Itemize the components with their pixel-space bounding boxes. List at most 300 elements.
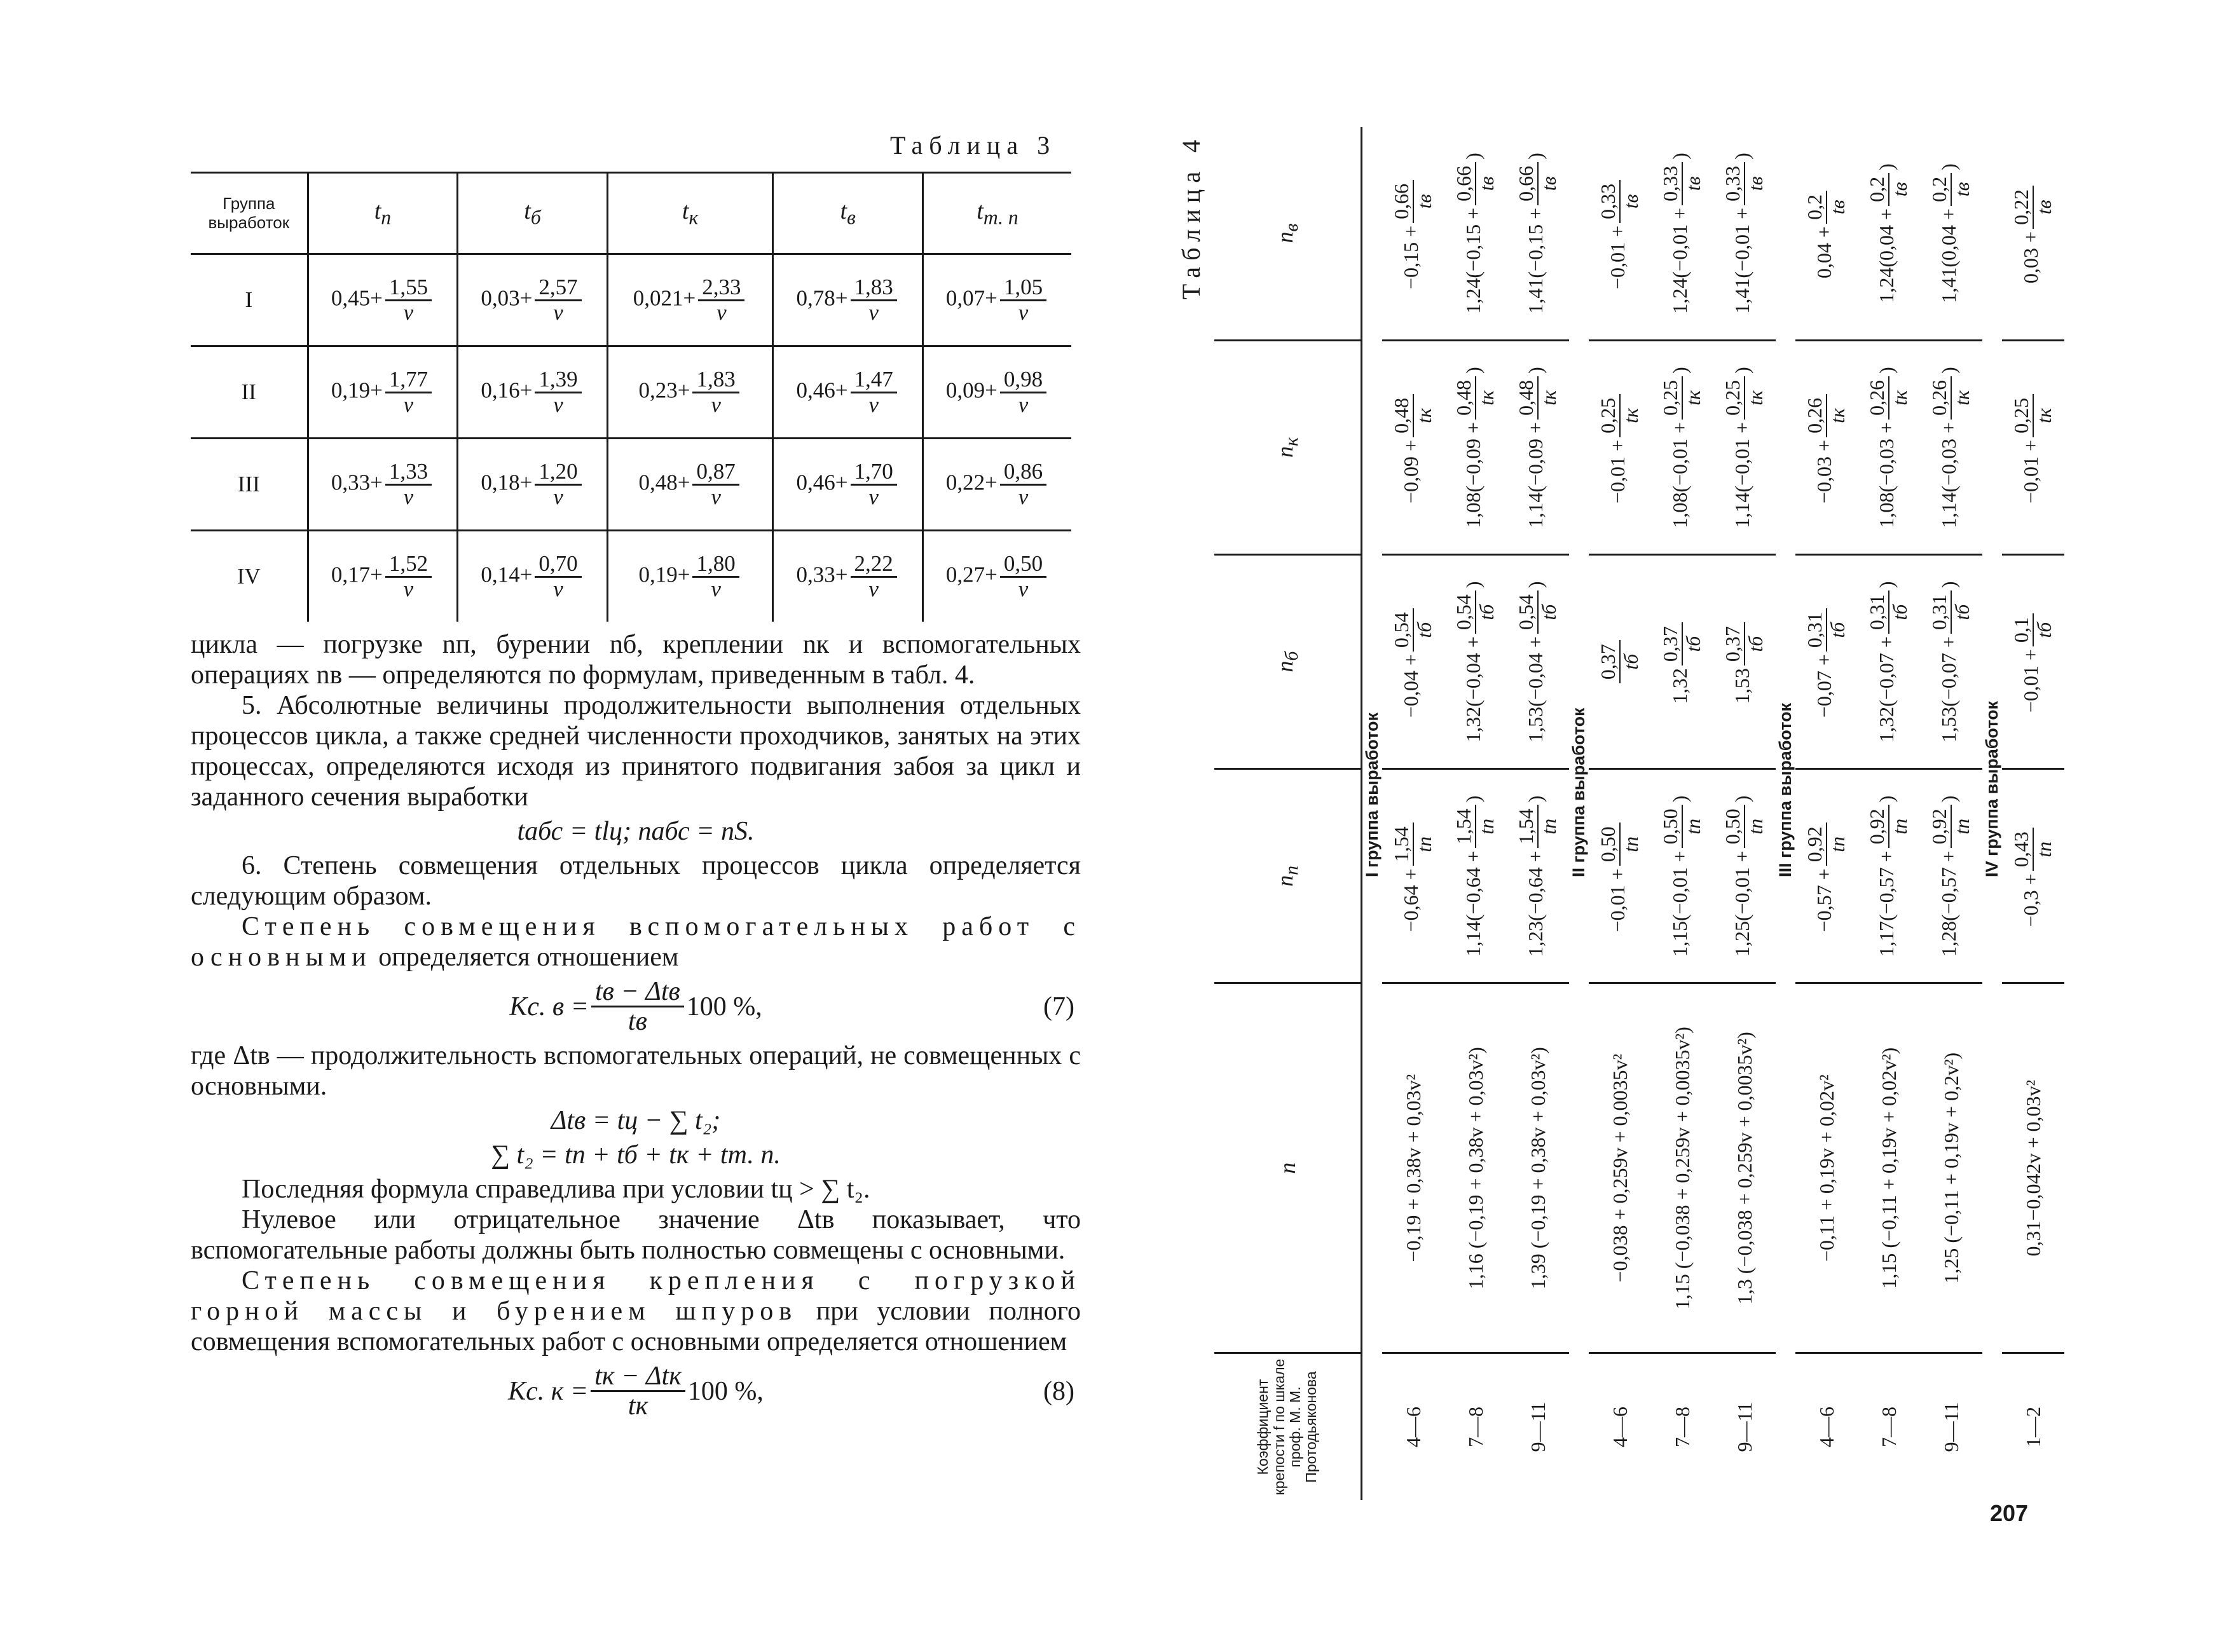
table4-nb-fraction: [1453, 590, 1497, 634]
table3-cell-fraction: [535, 368, 581, 417]
eq8-denominator: tк: [627, 1391, 648, 1421]
table4-np-addend: 1,23(−0,64 +: [1524, 850, 1547, 957]
table4-nv-addend: −0,15 +: [1399, 225, 1423, 289]
table4-nk-numerator: 0,25: [1660, 376, 1683, 420]
table4-np-cell: [1795, 769, 1858, 983]
table4-np-numerator: 1,54: [1391, 823, 1414, 866]
table4-row: [1858, 127, 1920, 1500]
table4-nb-fraction: [1391, 608, 1435, 652]
eq7-lhs: Kс. в =: [509, 992, 589, 1021]
table4-nv-denominator: tв: [1413, 194, 1436, 209]
table4-nb-denominator: tб: [1475, 604, 1498, 620]
table3-cell: [922, 254, 1071, 346]
table3-cell-numerator: 1,52: [385, 552, 432, 578]
paragraph-8: [191, 1266, 1081, 1357]
table4-nb-addend: 1,53: [1731, 668, 1754, 704]
table4-nv-cell: [1382, 127, 1444, 340]
table4-nk-numerator: 0,48: [1391, 394, 1414, 437]
table4-nv-numerator: 0,2: [1867, 173, 1889, 206]
table4-nk-close: ): [1875, 367, 1898, 374]
table4-nk-fraction: [1929, 376, 1973, 420]
table3-cell-denominator: v: [711, 484, 721, 509]
table4-nk-numerator: 0,48: [1453, 376, 1476, 420]
table4-header-nb: $n_б$: [1214, 555, 1362, 769]
table4-np-addend: −0,01 +: [1606, 868, 1629, 932]
table4-nb-addend: 1,53(−0,07 +: [1937, 636, 1961, 742]
table4-np-close: ): [1668, 795, 1692, 803]
paragraph-4-spaced: Степень совмещения вспомогательных работ с основными: [191, 912, 1081, 972]
table3-cell-numerator: 0,98: [1000, 368, 1046, 393]
table3-cell-denominator: v: [868, 392, 879, 417]
table4-nv-numerator: 0,33: [1660, 162, 1683, 205]
table4-nb-addend: −0,01 +: [2019, 649, 2043, 713]
table4-nv-cell: [1651, 127, 1713, 340]
table3-cell-fraction: [851, 368, 897, 417]
table4-header-nk: $n_к$: [1214, 340, 1362, 554]
table3-cell-denominator: v: [868, 484, 879, 509]
table3-header-group: Группа выработок: [191, 173, 308, 254]
table3: [191, 172, 1071, 622]
table4-np-cell: [1444, 769, 1507, 983]
table3-cell: [773, 439, 923, 531]
table4-nk-cell: [1507, 340, 1569, 554]
table4-np-numerator: 0,92: [1804, 823, 1827, 866]
table3-cell-denominator: v: [868, 299, 879, 325]
table4-np-denominator: tп: [1619, 836, 1642, 852]
table4-nv-close: ): [1937, 163, 1961, 170]
table4-f-cell: 9—11: [1732, 1402, 1756, 1452]
table4-np-cell: [1507, 769, 1569, 983]
table3-cell-denominator: v: [711, 576, 721, 601]
table4-f-cell: 9—11: [1939, 1402, 1963, 1452]
table4-f-cell: 4—6: [1608, 1407, 1631, 1447]
table4-nb-fraction: [1516, 590, 1560, 634]
table4-nv-addend: 1,24(0,04 +: [1875, 208, 1898, 303]
paragraph-4-rest: определяется отношением: [371, 943, 679, 972]
table4-nk-close: ): [1524, 367, 1547, 374]
table4-nk-denominator: tк: [1475, 390, 1498, 406]
table4-nv-denominator: tв: [1888, 182, 1911, 197]
table3-cell-fraction: [851, 552, 897, 601]
table3-group-cell: II: [241, 379, 256, 404]
table4-nv-numerator: 0,33: [1722, 162, 1745, 205]
table4-np-denominator: tп: [1888, 818, 1911, 835]
table4-nb-addend: 1,32: [1668, 668, 1692, 704]
table3-cell-addend: 0,03+: [481, 285, 533, 311]
table4-np-close: ): [1731, 795, 1754, 803]
table4-nb-numerator: 0,37: [1660, 622, 1683, 666]
table3-cell-numerator: 2,33: [698, 276, 744, 301]
table3-cell: [773, 254, 923, 346]
table4-nv-numerator: 0,22: [2011, 186, 2034, 229]
table4-np-cell: [1920, 769, 1982, 983]
table4-nk-denominator: tк: [1682, 390, 1704, 406]
table4-nb-numerator: 0,31: [1929, 590, 1952, 634]
table4-nv-cell: [1507, 127, 1569, 340]
equation-8: [191, 1362, 1081, 1420]
table4-nk-addend: −0,03 +: [1813, 439, 1836, 503]
table4-nk-cell: [1589, 340, 1651, 554]
table4-nv-close: ): [1462, 153, 1485, 160]
table4-np-fraction: [1660, 805, 1704, 848]
table3-cell: [458, 439, 608, 531]
eq7-tail: 100 %,: [686, 992, 762, 1021]
table4-nv-fraction: [1453, 162, 1497, 205]
table3-cell-addend: 0,46+: [796, 378, 848, 403]
table4-row: [1507, 127, 1569, 1500]
table4-np-fraction: [1867, 805, 1910, 848]
table3-cell-numerator: 0,87: [692, 460, 739, 486]
table4-row: [1382, 127, 1444, 1500]
table4-nv-addend: 1,41(0,04 +: [1937, 208, 1961, 303]
table4-nv-numerator: 0,66: [1453, 162, 1476, 205]
table4-nb-addend: 1,32(−0,07 +: [1875, 636, 1898, 742]
table4-nv-addend: 1,24(−0,01 +: [1668, 207, 1692, 314]
table4-nv-cell: [1795, 127, 1858, 340]
table4-nb-denominator: tб: [1826, 622, 1849, 638]
table4-nb-denominator: tб: [2033, 622, 2055, 638]
eq7-numerator: tв − Δtв: [591, 978, 684, 1007]
table3-cell-addend: 0,45+: [331, 285, 383, 311]
table4-row: [1651, 127, 1713, 1500]
table4-nk-numerator: 0,26: [1929, 376, 1952, 420]
table4: [1214, 127, 2064, 1500]
table3-cell-addend: 0,07+: [945, 285, 998, 311]
table4-nb-cell: [1858, 555, 1920, 769]
table4-row: [1589, 127, 1651, 1500]
table3-cell-numerator: 1,77: [385, 368, 432, 393]
table4-nb-cell: [1589, 555, 1651, 769]
table4-caption: Таблица 4: [1177, 133, 1205, 300]
table4-nv-cell: [1713, 127, 1776, 340]
table4-nk-close: ): [1462, 367, 1485, 374]
table4-nv-close: ): [1668, 153, 1692, 160]
table4-f-cell: 7—8: [1464, 1407, 1487, 1447]
table4-nb-addend: 1,53(−0,04 +: [1524, 636, 1547, 742]
table3-header-tb: $t_б$: [458, 173, 608, 254]
table4-np-fraction: [1722, 805, 1766, 848]
table3-cell-addend: 0,09+: [945, 378, 998, 403]
table3-cell-fraction: [692, 368, 739, 417]
table4-nv-numerator: 0,33: [1598, 180, 1621, 223]
table4-np-denominator: tп: [1826, 836, 1849, 852]
table4-nk-fraction: [1453, 376, 1497, 420]
table4-np-addend: 1,14(−0,64 +: [1462, 850, 1485, 957]
table3-cell-numerator: 1,55: [385, 276, 432, 301]
table3-cell-addend: 0,48+: [638, 470, 690, 495]
table4-nk-close: ): [1668, 367, 1692, 374]
table3-header-row: [191, 173, 1071, 254]
equation-abs: tабс = tlц; nабс = nS.: [517, 817, 755, 846]
table4-nk-cell: [1920, 340, 1982, 554]
table4-nk-denominator: tк: [1744, 390, 1767, 406]
table4-nk-numerator: 0,25: [1722, 376, 1745, 420]
table4-n-cell: 1,25 (−0,11 + 0,19v + 0,2v²): [1920, 983, 1982, 1353]
table3-cell-fraction: [535, 460, 581, 509]
table4-nv-fraction: [1722, 162, 1766, 205]
table4-nk-cell: [1858, 340, 1920, 554]
table4-np-addend: 1,17(−0,57 +: [1875, 850, 1898, 957]
table3-cell-denominator: v: [403, 392, 414, 417]
table3-cell-addend: 0,22+: [945, 470, 998, 495]
table4-np-denominator: tп: [1951, 818, 1973, 835]
table4-nb-numerator: 0,37: [1598, 640, 1621, 683]
table3-cell-fraction: [692, 460, 739, 509]
table4-np-denominator: tп: [1682, 818, 1704, 835]
table3-cell-denominator: v: [553, 576, 563, 601]
equation-7: [191, 978, 1081, 1035]
table4-nk-fraction: [1867, 376, 1910, 420]
eq8-number: (8): [1043, 1376, 1074, 1406]
table3-cell-addend: 0,33+: [331, 470, 383, 495]
table3-cell-numerator: 1,83: [851, 276, 897, 301]
table4-nb-fraction: [2011, 613, 2055, 646]
table3-cell: [308, 439, 458, 531]
table4-nk-fraction: [1516, 376, 1560, 420]
table3-cell-numerator: 1,47: [851, 368, 897, 393]
table4-f-cell: 1—2: [2021, 1407, 2045, 1447]
table3-cell-numerator: 1,39: [535, 368, 581, 393]
table3-cell-numerator: 0,70: [535, 552, 581, 578]
table3-cell: [773, 346, 923, 439]
table3-cell-fraction: [698, 276, 744, 325]
table3-cell: [308, 346, 458, 439]
table4-nk-cell: [2002, 340, 2064, 554]
table4-nk-addend: 1,14(−0,09 +: [1524, 421, 1547, 528]
table4-nk-denominator: tк: [1888, 390, 1911, 406]
table4-nk-denominator: tк: [1826, 407, 1849, 423]
table4-nb-denominator: tб: [1951, 604, 1973, 620]
table4-group-row: [1776, 127, 1795, 1500]
table4-nv-cell: [1589, 127, 1651, 340]
table3-cell-numerator: 2,57: [535, 276, 581, 301]
table4-np-fraction: [1598, 823, 1642, 866]
table3-header-tp: $t_п$: [308, 173, 458, 254]
table4-nb-numerator: 0,54: [1516, 590, 1539, 634]
table3-cell-fraction: [1000, 552, 1046, 601]
table4-nk-numerator: 0,25: [2011, 394, 2034, 437]
paragraph-8-spaced: Степень совмещения крепления с погрузкой горной массы и бурением шпуров: [191, 1266, 1081, 1327]
table4-np-addend: −0,57 +: [1813, 868, 1836, 932]
table3-cell-denominator: v: [553, 299, 563, 325]
table3-cell-denominator: v: [711, 392, 721, 417]
table4-nk-denominator: tк: [1951, 390, 1973, 406]
table3-cell-denominator: v: [403, 576, 414, 601]
table4-nb-denominator: tб: [1888, 604, 1911, 620]
table4-nk-addend: 1,14(−0,01 +: [1731, 421, 1754, 528]
table4-nv-fraction: [1391, 180, 1435, 223]
eq7-number: (7): [1043, 992, 1074, 1021]
table4-nb-cell: [1795, 555, 1858, 769]
table4-nb-addend: 1,32(−0,04 +: [1462, 636, 1485, 742]
table4-np-close: ): [1524, 795, 1547, 803]
table4-np-numerator: 1,54: [1453, 805, 1476, 848]
table3-cell: [922, 531, 1071, 622]
table4-np-fraction: [1804, 823, 1848, 866]
table4-header-nv: $n_в$: [1214, 127, 1362, 340]
table4-nb-addend: −0,04 +: [1399, 654, 1423, 718]
table3-cell: [607, 439, 773, 531]
eq8-lhs: Kс. к =: [508, 1376, 589, 1406]
table3-cell-numerator: 0,50: [1000, 552, 1046, 578]
table3-row: [191, 254, 1071, 346]
table3-cell-numerator: 1,33: [385, 460, 432, 486]
table4-nv-close: ): [1731, 153, 1754, 160]
table3-cell: [922, 439, 1071, 531]
table4-n-cell: 0,31−0,042v + 0,03v²: [2002, 983, 2064, 1353]
table4-nk-numerator: 0,25: [1598, 394, 1621, 437]
table3-cell-addend: 0,23+: [638, 378, 690, 403]
table4-np-addend: 1,25(−0,01 +: [1731, 850, 1754, 957]
table4-nk-cell: [1444, 340, 1507, 554]
table3-cell: [773, 531, 923, 622]
table4-f-cell: 4—6: [1401, 1407, 1425, 1447]
table4-container: [1176, 127, 2055, 1500]
table4-n-cell: −0,19 + 0,38v + 0,03v²: [1382, 983, 1444, 1353]
table3-cell-fraction: [385, 460, 432, 509]
table3-header-ttp: $t_{т. п}$: [922, 173, 1071, 254]
paragraph-4: [191, 911, 1081, 973]
table4-np-close: ): [1875, 795, 1898, 803]
table4-nb-fraction: [1598, 640, 1642, 683]
table4-nv-addend: 1,41(−0,15 +: [1524, 207, 1547, 314]
table4-nv-addend: 0,04 +: [1813, 226, 1836, 278]
table4-nv-close: ): [1875, 163, 1898, 170]
table4-nk-close: ): [1937, 367, 1961, 374]
table4-np-denominator: tп: [1537, 818, 1560, 835]
table4-nk-fraction: [1598, 394, 1642, 437]
table4-nv-fraction: [2011, 186, 2055, 229]
table3-cell: [458, 346, 608, 439]
table4-group-row: [1362, 127, 1383, 1500]
table4-nv-numerator: 0,2: [1929, 173, 1952, 206]
equation-sum: ∑ t₂ = tп + tб + tк + tт. п.: [491, 1140, 781, 1170]
equation-dt: Δtв = tц − ∑ t₂;: [551, 1106, 721, 1136]
table4-np-cell: [1713, 769, 1776, 983]
table3-row: [191, 346, 1071, 439]
table4-np-numerator: 0,92: [1929, 805, 1952, 848]
table4-nk-addend: 1,08(−0,09 +: [1462, 421, 1485, 528]
table4-nb-close: ): [1524, 581, 1547, 589]
table3-cell-numerator: 2,22: [851, 552, 897, 578]
table4-np-numerator: 0,92: [1867, 805, 1889, 848]
table3-group-cell: I: [245, 287, 253, 312]
table4-nk-numerator: 0,48: [1516, 376, 1539, 420]
table4-nb-addend: −0,07 +: [1813, 654, 1836, 718]
table4-np-numerator: 0,50: [1660, 805, 1683, 848]
table4-nb-cell: [1920, 555, 1982, 769]
table3-cell-numerator: 1,70: [851, 460, 897, 486]
table3-cell-fraction: [1000, 368, 1046, 417]
table4-nb-fraction: [1867, 590, 1910, 634]
table3-cell-addend: 0,46+: [796, 470, 848, 495]
table4-nb-denominator: tб: [1537, 604, 1560, 620]
table4-np-denominator: tп: [2033, 841, 2055, 857]
table4-nk-denominator: tк: [1619, 407, 1642, 423]
table4-nk-fraction: [2011, 394, 2055, 437]
table4-group-label: II группа выработок: [1569, 707, 1588, 877]
table3-cell-addend: 0,14+: [481, 562, 533, 587]
page-number: 207: [1990, 1500, 2029, 1526]
table4-nb-numerator: 0,1: [2011, 613, 2034, 646]
table4-np-denominator: tп: [1744, 818, 1767, 835]
table4-nk-cell: [1795, 340, 1858, 554]
table4-nv-cell: [2002, 127, 2064, 340]
eq7-fraction: [591, 978, 684, 1035]
table4-np-cell: [1858, 769, 1920, 983]
table4-n-cell: 1,39 (−0,19 + 0,38v + 0,03v²): [1507, 983, 1569, 1353]
table4-nk-cell: [1713, 340, 1776, 554]
table3-cell-fraction: [385, 368, 432, 417]
table3-cell-fraction: [1000, 276, 1046, 325]
table4-nv-fraction: [1929, 173, 1973, 206]
paragraph-5: где Δtв — продолжительность вспомогательных операций, не совмещенных с основными.: [191, 1041, 1081, 1102]
table3-row: [191, 439, 1071, 531]
table4-group-label: IV группа выработок: [1982, 700, 2001, 877]
table3-cell-addend: 0,021+: [633, 285, 696, 311]
table4-nb-numerator: 0,37: [1722, 622, 1745, 666]
table3-cell-denominator: v: [403, 484, 414, 509]
paragraph-8-rest: при условии полного совмещения вспомогательных работ с основными определяется отношением: [191, 1297, 1081, 1357]
table4-np-fraction: [2011, 828, 2055, 871]
table4-n-cell: 1,15 (−0,038 + 0,259v + 0,0035v²): [1651, 983, 1713, 1353]
table4-n-cell: −0,038 + 0,259v + 0,0035v²: [1589, 983, 1651, 1353]
table4-nk-fraction: [1660, 376, 1704, 420]
table4-row: [2002, 127, 2064, 1500]
table3-cell-fraction: [385, 276, 432, 325]
table4-nb-denominator: tб: [1413, 622, 1436, 638]
table4-nv-addend: −0,01 +: [1606, 225, 1629, 289]
table3-cell-denominator: v: [553, 484, 563, 509]
table4-nb-numerator: 0,31: [1867, 590, 1889, 634]
table4-nk-denominator: tк: [1537, 390, 1560, 406]
table4-nb-cell: [1382, 555, 1444, 769]
table3-cell-addend: 0,33+: [796, 562, 848, 587]
table4-nb-fraction: [1722, 622, 1766, 666]
table4-nk-addend: −0,01 +: [2019, 439, 2043, 503]
table4-np-fraction: [1516, 805, 1560, 848]
table4-n-cell: 1,15 (−0,11 + 0,19v + 0,02v²): [1858, 983, 1920, 1353]
table4-nb-denominator: tб: [1682, 636, 1704, 652]
table3-cell-numerator: 1,83: [692, 368, 739, 393]
table4-np-addend: 1,28(−0,57 +: [1937, 850, 1961, 957]
table4-row: [1920, 127, 1982, 1500]
table3-cell: [308, 531, 458, 622]
table4-nk-numerator: 0,26: [1867, 376, 1889, 420]
table4-nv-numerator: 0,66: [1516, 162, 1539, 205]
table4-nk-fraction: [1722, 376, 1766, 420]
table3-cell-denominator: v: [1018, 299, 1029, 325]
table4-nv-denominator: tв: [1951, 182, 1973, 197]
table4-nv-addend: 1,41(−0,01 +: [1731, 207, 1754, 314]
table4-nb-cell: [1507, 555, 1569, 769]
table3-cell: [607, 531, 773, 622]
table4-nv-numerator: 0,66: [1391, 180, 1414, 223]
table4-np-addend: −0,64 +: [1399, 868, 1423, 932]
table4-nk-addend: 1,14(−0,03 +: [1937, 421, 1961, 528]
table4-nb-close: ): [1937, 581, 1961, 589]
table4-nv-fraction: [1804, 191, 1848, 224]
table4-nk-fraction: [1391, 394, 1435, 437]
table4-nb-denominator: tб: [1744, 636, 1767, 652]
table3-cell-numerator: 1,05: [1000, 276, 1046, 301]
table3-cell-addend: 0,18+: [481, 470, 533, 495]
table4-f-cell: 4—6: [1814, 1407, 1838, 1447]
table4-nk-numerator: 0,26: [1804, 394, 1827, 437]
table4-nb-close: ): [1462, 581, 1485, 589]
table3-cell-fraction: [1000, 460, 1046, 509]
table4-nk-addend: −0,01 +: [1606, 439, 1629, 503]
